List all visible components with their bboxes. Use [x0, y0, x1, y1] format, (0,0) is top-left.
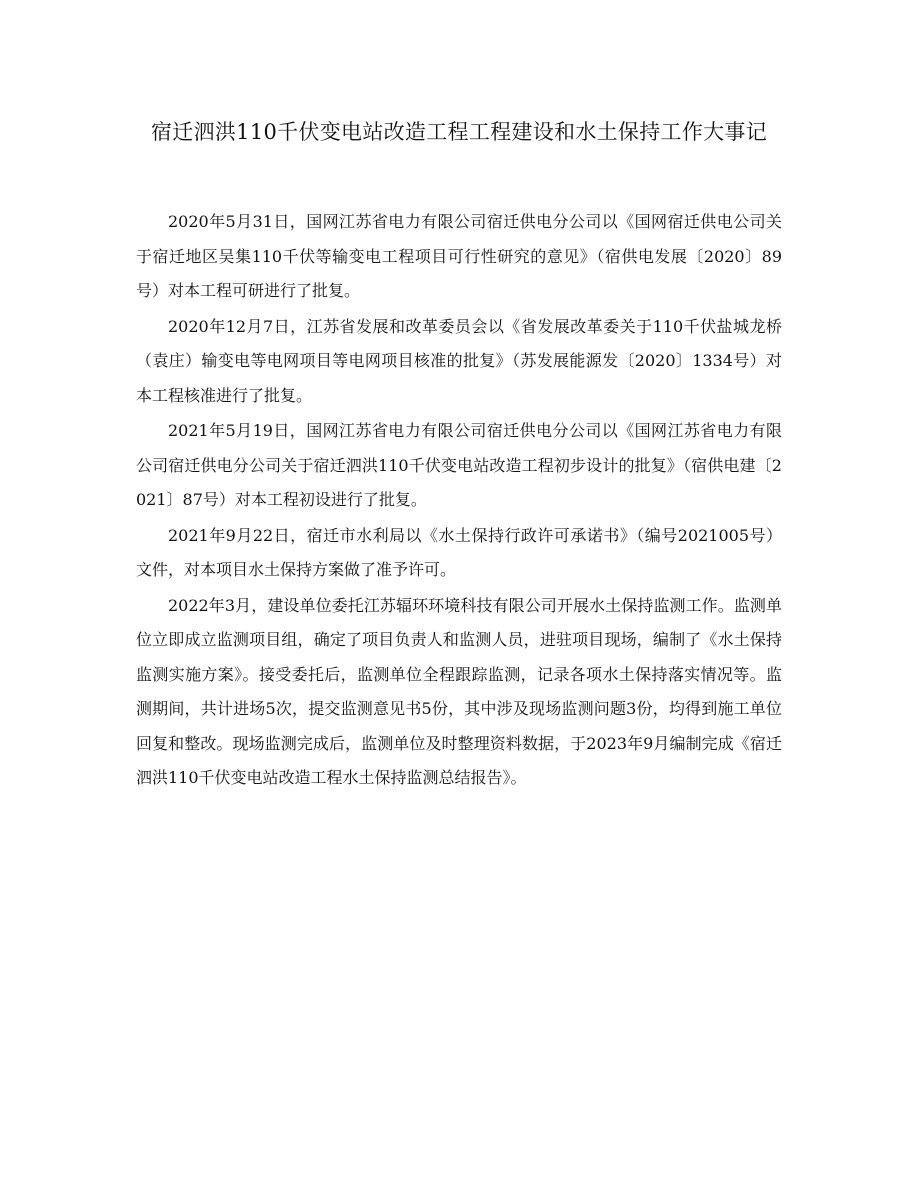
- document-title: 宿迁泗洪110千伏变电站改造工程工程建设和水土保持工作大事记: [150, 120, 768, 144]
- paragraph-project-verification: 2020年12月7日，江苏省发展和改革委员会以《省发展改革委关于110千伏盐城龙桥（袁庄）输变电等电网项目等电网项目核准的批复》（苏发展能源发〔2020〕1334号）对本工程核准进行了批复。: [136, 316, 782, 405]
- paragraph-preliminary-design-approval: 2021年5月19日，国网江苏省电力有限公司宿迁供电分公司以《国网江苏省电力有限公司宿迁供电分公司关于宿迁泗洪110千伏变电站改造工程初步设计的批复》（宿供电建〔2021〕87号）对本工程初设进行了批复。: [136, 421, 782, 509]
- paragraph-soil-conservation-permit: 2021年9月22日，宿迁市水利局以《水土保持行政许可承诺书》（编号2021005号）文件，对本项目水土保持方案做了准予许可。: [136, 525, 782, 579]
- paragraph-monitoring-work: 2022年3月，建设单位委托江苏辐环环境科技有限公司开展水土保持监测工作。监测单位立即成立监测项目组，确定了项目负责人和监测人员，进驻项目现场，编制了《水土保持监测实施方案》。接受委托后，监测单位全程跟踪监测，记录各项水土保持落实情况等。监测期间，共计进场5次，提交监测意见书5份，其中涉及现场监测问题3份，均得到施工单位回复和整改。现场监测完成后，监测单位及时整理资料数据，于2023年9月编制完成《宿迁泗洪110千伏变电站改造工程水土保持监测总结报告》。: [136, 595, 782, 787]
- document-body: [136, 205, 782, 797]
- paragraph-feasibility-approval: 2020年5月31日，国网江苏省电力有限公司宿迁供电分公司以《国网宿迁供电公司关于宿迁地区吴集110千伏等输变电工程项目可行性研究的意见》（宿供电发展〔2020〕89号）对本工程可研进行了批复。: [136, 212, 782, 300]
